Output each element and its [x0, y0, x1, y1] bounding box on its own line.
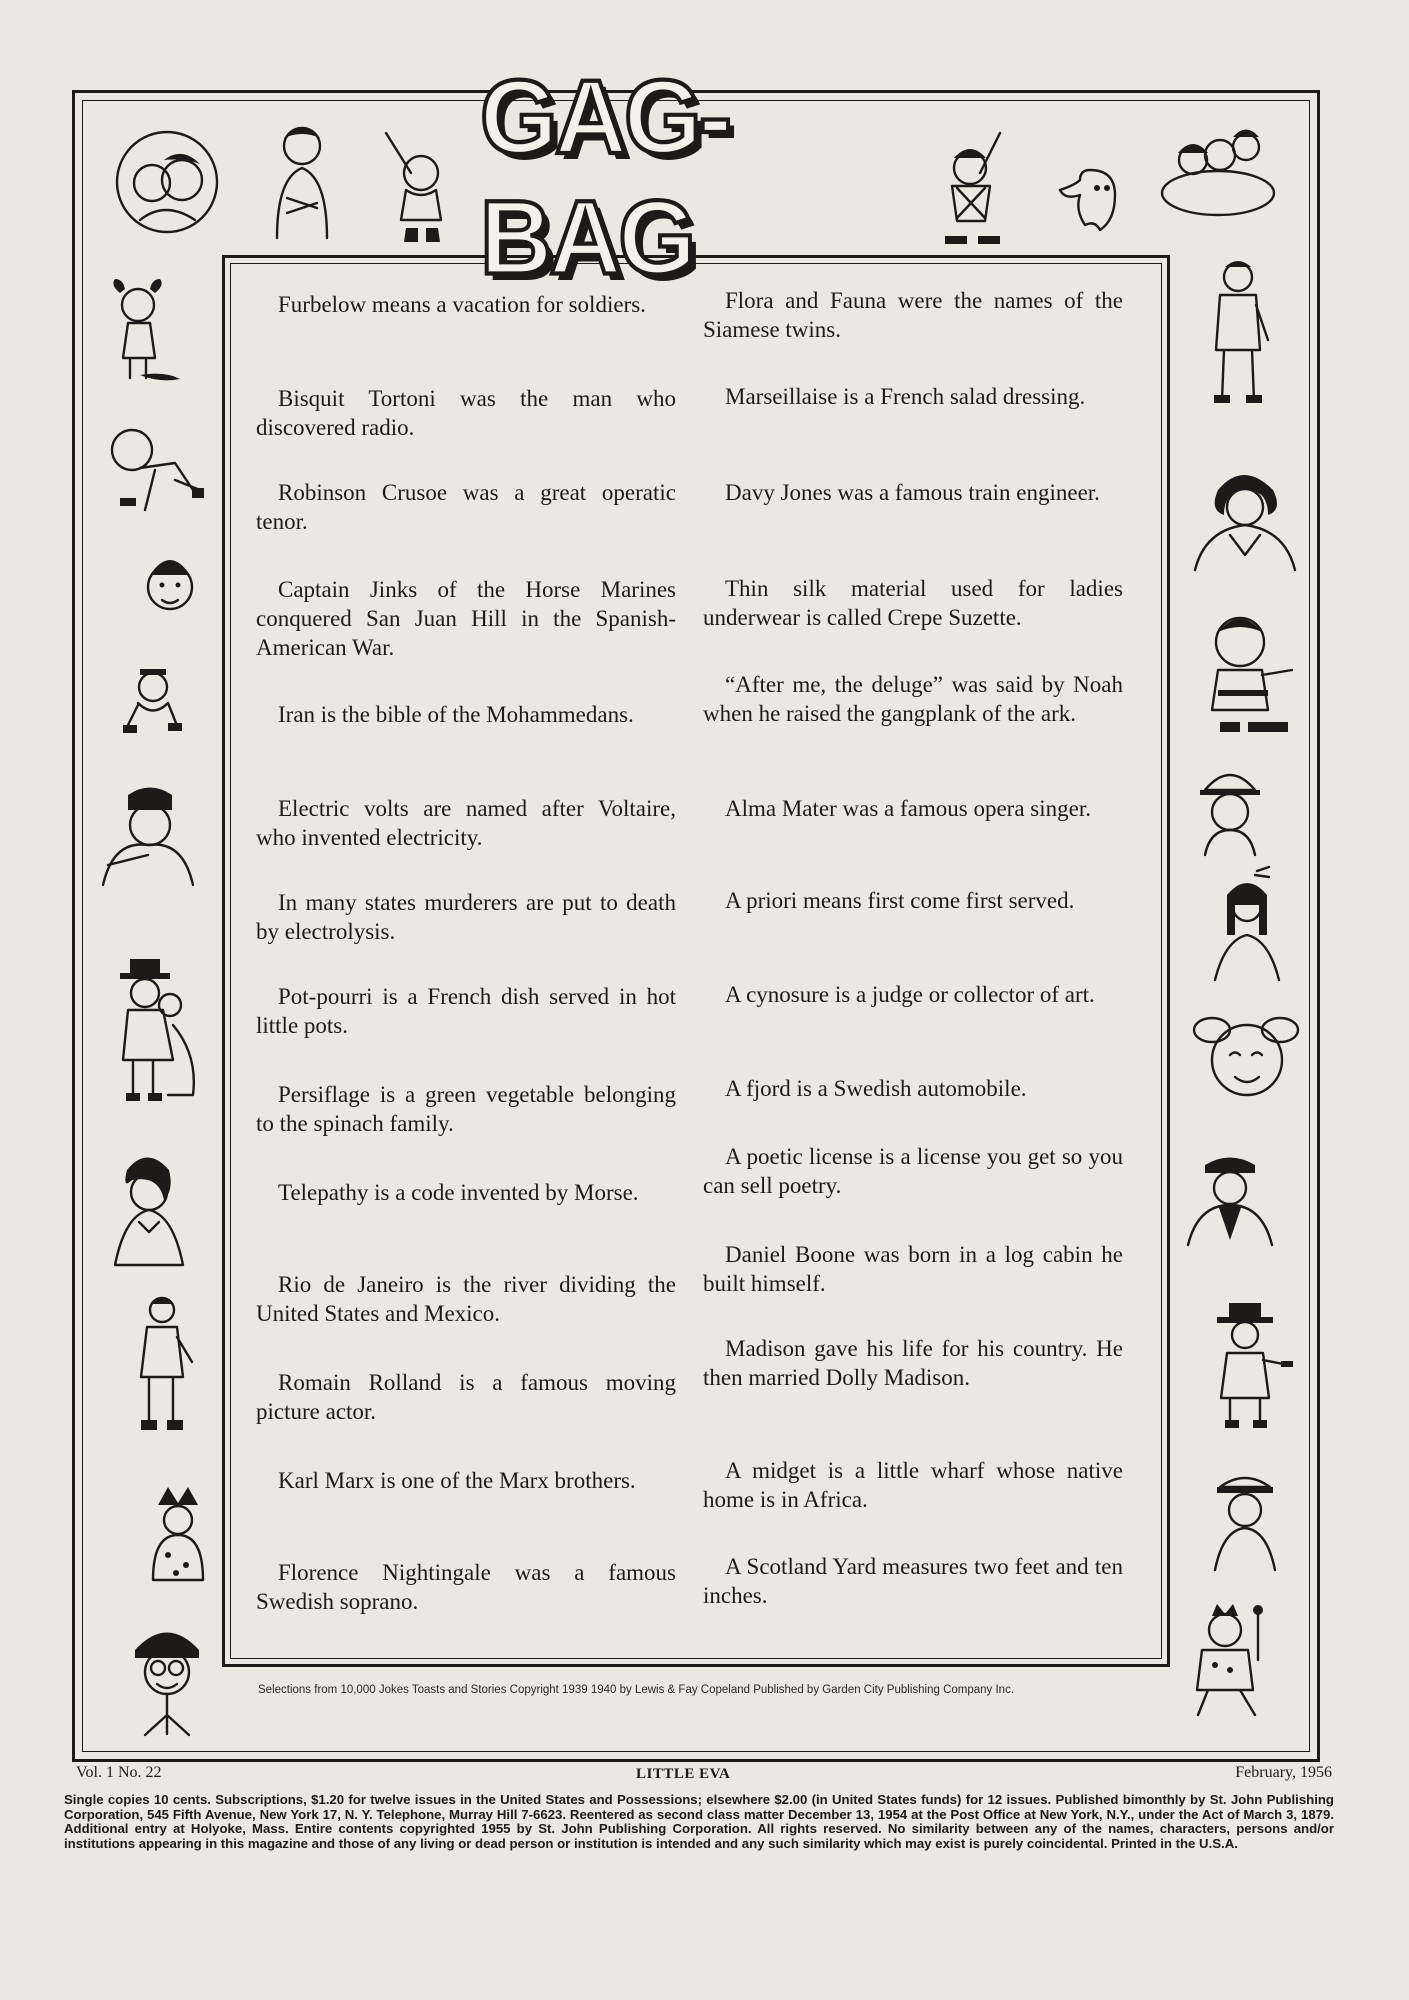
fact-item: Florence Nightingale was a famous Swedish soprano. — [256, 1560, 676, 1614]
man-with-cap-head-illustration — [140, 545, 200, 625]
officer-with-cap-illustration — [1180, 1150, 1280, 1250]
fact-item: Madison gave his life for his country. He then married Dolly Madison. — [703, 1336, 1123, 1390]
kid-with-bat-illustration — [376, 128, 461, 246]
fact-item: “After me, the deluge” was said by Noah when he raised the gangplank of the ark. — [703, 672, 1123, 726]
fact-item: Iran is the bible of the Mohammedans. — [278, 702, 634, 727]
helmet-boy-with-glasses-illustration — [125, 1620, 210, 1740]
footer-masthead — [76, 1762, 1332, 1786]
girl-bust-illustration — [105, 1150, 190, 1270]
fact-item: Furbelow means a vacation for soldiers. — [278, 292, 646, 317]
issue-date: February, 1956 — [1235, 1764, 1332, 1781]
fact-item: Daniel Boone was born in a log cabin he built himself. — [703, 1242, 1123, 1296]
fact-item: A midget is a little wharf whose native home is in Africa. — [703, 1458, 1123, 1512]
fact-item: Alma Mater was a famous opera singer. — [725, 796, 1091, 821]
cowboy-with-child-illustration — [98, 955, 208, 1105]
fact-item: A fjord is a Swedish automobile. — [725, 1076, 1027, 1101]
fact-item: Pot-pourri is a French dish served in hot little pots. — [256, 984, 676, 1038]
couple-portrait-illustration — [110, 125, 225, 240]
native-chief-illustration — [1205, 865, 1290, 985]
fact-item: Persiflage is a green vegetable belonging to the spinach family. — [256, 1082, 676, 1136]
fact-item: Captain Jinks of the Horse Marines conquered San Juan Hill in the Spanish-American War. — [256, 577, 676, 660]
girl-with-bows-illustration — [100, 275, 185, 385]
fact-item: Davy Jones was a famous train engineer. — [725, 480, 1100, 505]
girl-with-bows-face-illustration — [1190, 1005, 1305, 1110]
fact-item: Marseillaise is a French salad dressing. — [725, 384, 1086, 409]
running-man-illustration — [100, 420, 210, 520]
fact-item: Flora and Fauna were the names of the Siamese twins. — [703, 288, 1123, 342]
fact-item: Telepathy is a code invented by Morse. — [278, 1180, 639, 1205]
legal-notice: Single copies 10 cents. Subscriptions, $1.20 for twelve issues in the United States and Possessions; elsewhere $2.00 (in United States funds) for 12 issues. Published bimonthly by St. John Publishing Corporation, 545 Fifth Avenue, New York 17, N. Y. Telephone, Murray Hill 7-6623. Reentered as second class matter December 13, 1954 at the Post Office at New York, N.Y., under the Act of March 3, 1879. Additional entry at Holyoke, Mass. Entire contents copyrighted 1955 by St. John Publishing Corporation. All rights reserved. No similarity between any of the names, characters, persons and/or institutions appearing in this magazine and those of any living or dead person or institution is intended and any such similarity which may exist is purely coincidental. Printed in the U.S.A. — [64, 1792, 1334, 1851]
fact-item: Romain Rolland is a famous moving picture actor. — [256, 1370, 676, 1424]
source-credit: Selections from 10,000 Jokes Toasts and Stories Copyright 1939 1940 by Lewis & Fay Copeland Published by Garden City Publishing Company Inc. — [258, 1684, 1015, 1696]
fact-item: Bisquit Tortoni was the man who discovered radio. — [256, 386, 676, 440]
boy-with-sweater-illustration — [262, 118, 342, 243]
volume-number: Vol. 1 No. 22 — [76, 1764, 162, 1781]
fact-item: Rio de Janeiro is the river dividing the United States and Mexico. — [256, 1272, 676, 1326]
fact-item: A cynosure is a judge or collector of art. — [725, 982, 1095, 1007]
ghost-illustration — [1055, 160, 1130, 235]
page-title: GAG-BAG — [480, 58, 730, 297]
drum-major-cat-illustration — [1180, 1600, 1280, 1725]
fact-item: In many states murderers are put to death by electrolysis. — [256, 890, 676, 944]
publication-name: LITTLE EVA — [636, 1766, 731, 1782]
sailor-girl-illustration — [1205, 1465, 1285, 1575]
boy-batter-illustration — [930, 128, 1015, 248]
fact-item: Robinson Crusoe was a great operatic tenor. — [256, 480, 676, 534]
soldier-figure-illustration — [125, 1292, 200, 1437]
soldier-with-helmet-illustration — [88, 780, 198, 890]
fact-item: Thin silk material used for ladies underwear is called Crepe Suzette. — [703, 576, 1123, 630]
fact-item: A Scotland Yard measures two feet and ten inches. — [703, 1554, 1123, 1608]
fact-item: Karl Marx is one of the Marx brothers. — [278, 1468, 636, 1493]
man-in-suit-illustration — [1200, 255, 1275, 410]
text-panel-inner-line — [230, 263, 1162, 1659]
hat-man-head-illustration — [1190, 760, 1270, 860]
sailor-kid-illustration — [118, 665, 188, 740]
boy-in-overalls-illustration — [1200, 610, 1300, 740]
kids-in-tub-illustration — [1158, 115, 1278, 220]
woman-with-curls-illustration — [1190, 465, 1300, 575]
fact-item: Electric volts are named after Voltaire, who invented electricity. — [256, 796, 676, 850]
jester-cat-illustration — [138, 1485, 218, 1590]
fact-item: A poetic license is a license you get so you can sell poetry. — [703, 1144, 1123, 1198]
fact-item: A priori means first come first served. — [725, 888, 1075, 913]
cowboy-with-pistol-illustration — [1205, 1295, 1295, 1430]
